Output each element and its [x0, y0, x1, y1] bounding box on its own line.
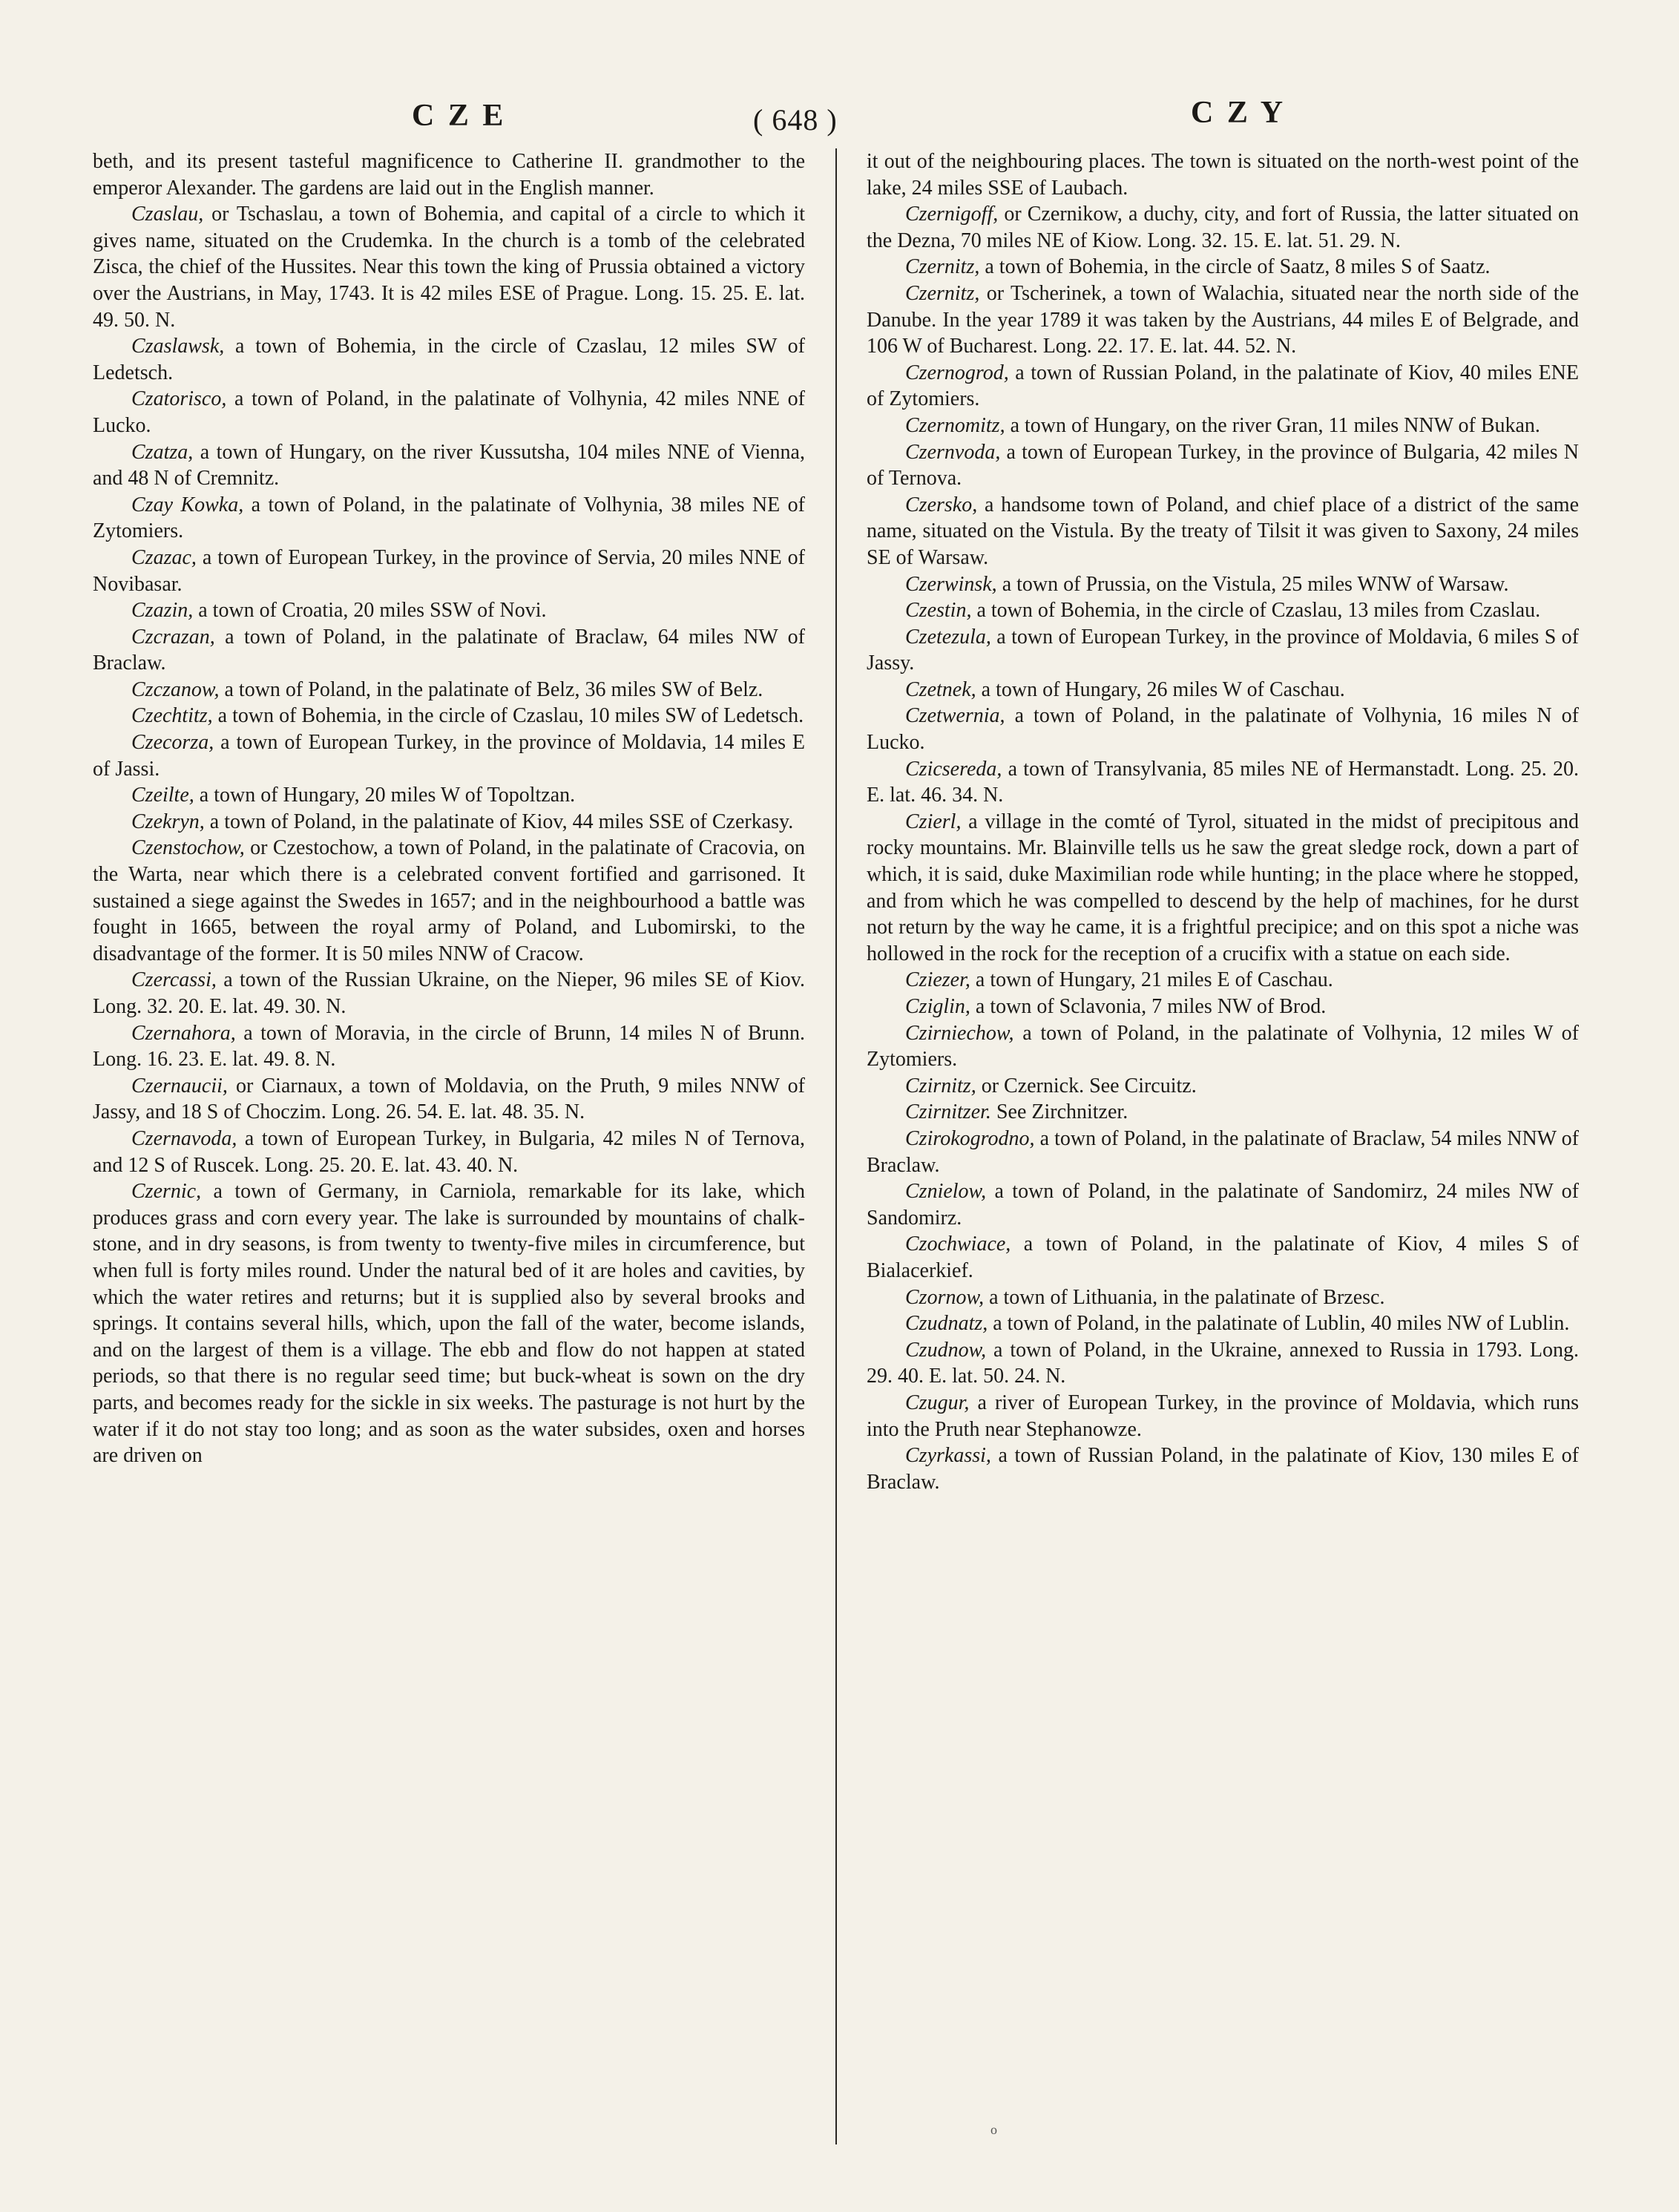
entry-headword: Czetwernia, — [905, 704, 1005, 728]
gazetteer-entry — [93, 703, 805, 729]
gazetteer-entry — [867, 571, 1579, 598]
gazetteer-entry — [867, 1443, 1579, 1495]
gazetteer-entry — [93, 333, 805, 386]
entry-headword: Czersko, — [905, 493, 978, 516]
entry-text: a river of European Turkey, in the province of Moldavia, which runs into the Pruth near Stephanowze. — [867, 1391, 1579, 1441]
gazetteer-entry — [867, 1020, 1579, 1073]
gazetteer-entry — [867, 439, 1579, 492]
gazetteer-entry — [93, 624, 805, 677]
entry-headword: Czornow, — [905, 1285, 985, 1309]
entry-headword: Czay Kowka, — [131, 493, 244, 516]
entry-text: a town of Hungary, on the river Kussutsha, 104 miles NNE of Vienna, and 48 N of Cremnitz. — [93, 440, 805, 490]
gazetteer-entry — [93, 967, 805, 1020]
entry-text: a town of Hungary, 20 miles W of Topoltzan. — [194, 784, 576, 807]
entry-text: a town of Poland, in the palatinate of Lublin, 40 miles NW of Lublin. — [988, 1312, 1570, 1336]
entry-text: a town of Bohemia, in the circle of Saatz, 8 miles S of Saatz. — [979, 255, 1491, 279]
entry-text: a town of Poland, in the palatinate of Kiov, 4 miles S of Bialacerkief. — [867, 1233, 1579, 1282]
entry-text: a town of Poland, in the palatinate of Braclaw, 64 miles NW of Braclaw. — [93, 625, 805, 675]
text-columns — [93, 148, 1579, 2144]
gazetteer-entry — [867, 1310, 1579, 1337]
gazetteer-entry — [867, 677, 1579, 703]
entry-headword: Czudnatz, — [905, 1312, 988, 1336]
entry-text: a village in the comté of Tyrol, situated in the midst of precipitous and rocky mountains. Mr. Blainville tells us he saw the great sledge rock, down a part of which, it is said, duke Maximilian rode while hunting; in the place where he stopped, and from which he was compelled to descend by the help of machines, for he durst not return by the way he came, it is a frightful precipice; and on this spot a niche was hollowed in the rock for the reception of a crucifix with a statue on each side. — [867, 810, 1579, 965]
entry-headword: Cziezer, — [905, 968, 970, 992]
footer-mark: o — [990, 2122, 997, 2137]
entry-headword: Czetezula, — [905, 625, 991, 649]
gazetteer-entry — [867, 492, 1579, 571]
entry-headword: Czazin, — [131, 599, 194, 623]
gazetteer-entry — [867, 1099, 1579, 1126]
entry-text: a town of Croatia, 20 miles SSW of Novi. — [193, 599, 547, 623]
entry-headword: Czechtitz, — [131, 704, 213, 728]
entry-text: a town of Poland, in the palatinate of Volhynia, 38 miles NE of Zytomiers. — [93, 493, 805, 543]
entry-text: a town of Sclavonia, 7 miles NW of Brod. — [970, 995, 1327, 1018]
right-column — [867, 148, 1579, 2144]
column-rule — [835, 148, 837, 2144]
entry-text: a town of Bohemia, in the circle of Czaslau, 13 miles from Czaslau. — [971, 599, 1541, 623]
gazetteer-entry — [93, 201, 805, 333]
entry-headword: Czatorisco, — [131, 387, 227, 411]
entry-headword: Czirniechow, — [905, 1021, 1014, 1045]
gazetteer-entry — [867, 1073, 1579, 1100]
gazetteer-entry — [867, 703, 1579, 755]
entry-text: a town of Hungary, 26 miles W of Caschau. — [976, 677, 1345, 701]
running-head — [93, 83, 1579, 135]
entry-headword: Czernaucii, — [131, 1074, 228, 1097]
gazetteer-entry — [867, 994, 1579, 1020]
gazetteer-entry — [93, 1178, 805, 1469]
entry-headword: Czirnitz, — [905, 1074, 976, 1097]
entry-headword: Czernitz, — [905, 281, 980, 305]
entry-headword: Czernigoff, — [905, 203, 999, 226]
entry-text: a town of European Turkey, in the province of Moldavia, 6 miles S of Jassy. — [867, 625, 1579, 675]
gazetteer-entry — [93, 677, 805, 703]
entry-text: a town of Lithuania, in the palatinate of Brzesc. — [984, 1285, 1385, 1309]
gazetteer-entry — [867, 624, 1579, 677]
entry-headword: Czazac, — [131, 545, 197, 569]
gazetteer-entry — [93, 1126, 805, 1178]
entry-headword: Czecorza, — [131, 731, 214, 755]
gazetteer-entry — [867, 148, 1579, 201]
entry-text: a town of Poland, in the palatinate of Volhynia, 42 miles NNE of Lucko. — [93, 387, 805, 437]
entry-text: a town of Moravia, in the circle of Brunn, 14 miles N of Brunn. Long. 16. 23. E. lat. 49. 8. N. — [93, 1021, 805, 1071]
entry-text: a town of Bohemia, in the circle of Czaslau, 10 miles SW of Ledetsch. — [212, 704, 804, 728]
gazetteer-entry — [867, 1284, 1579, 1311]
entry-headword: Czernitz, — [905, 255, 980, 279]
gazetteer-entry — [867, 756, 1579, 809]
entry-text: a town of Poland, in the palatinate of Sandomirz, 24 miles NW of Sandomirz. — [867, 1180, 1579, 1230]
gazetteer-entry — [93, 1020, 805, 1073]
entry-headword: Czczanow, — [131, 677, 220, 701]
gazetteer-entry — [93, 148, 805, 201]
running-head-right: C Z Y — [1191, 96, 1287, 130]
entry-text: See Zirchnitzer. — [990, 1100, 1128, 1124]
entry-text: a town of Russian Poland, in the palatinate of Kiov, 40 miles ENE of Zytomiers. — [867, 361, 1579, 411]
gazetteer-entry — [93, 835, 805, 967]
entry-text: or Czestochow, a town of Poland, in the palatinate of Cracovia, on the Warta, near which there is a celebrated convent fortified and garrisoned. It sustained a siege against the Swedes in 1657; and in the neighbourhood a battle was fought in 1665, between the royal army of Poland, and Lubomirski, to the disadvantage of the former. It is 50 miles NNW of Cracow. — [93, 836, 805, 965]
entry-text: a town of Hungary, 21 miles E of Caschau. — [970, 968, 1333, 992]
entry-headword: Czenstochow, — [131, 836, 245, 860]
left-column — [93, 148, 805, 2144]
entry-headword: Czeilte, — [131, 784, 194, 807]
entry-text: a town of European Turkey, in the province of Moldavia, 14 miles E of Jassi. — [93, 731, 805, 781]
entry-headword: Czestin, — [905, 599, 972, 623]
gazetteer-entry — [93, 386, 805, 439]
entry-headword: Czaslau, — [131, 203, 204, 226]
entry-headword: Czirokogrodno, — [905, 1126, 1035, 1150]
gazetteer-entry — [93, 1073, 805, 1126]
entry-text: or Tscherinek, a town of Walachia, situated near the north side of the Danube. In the year 1789 it was taken by the Austrians, 44 miles E of Belgrade, and 106 W of Bucharest. Long. 22. 17. E. lat. 44. 52. N. — [867, 281, 1579, 358]
entry-text: or Czernick. See Circuitz. — [976, 1074, 1197, 1097]
entry-headword: Czochwiace, — [905, 1233, 1011, 1256]
entry-headword: Czetnek, — [905, 677, 976, 701]
gazetteer-entry — [93, 545, 805, 597]
entry-headword: Czaslawsk, — [131, 335, 225, 358]
gazetteer-entry — [867, 280, 1579, 360]
entry-headword: Czercassi, — [131, 968, 217, 992]
entry-headword: Czerwinsk, — [905, 572, 997, 596]
entry-headword: Cznielow, — [905, 1180, 987, 1204]
gazetteer-entry — [867, 254, 1579, 280]
entry-text: a town of European Turkey, in the province of Bulgaria, 42 miles N of Ternova. — [867, 440, 1579, 490]
entry-headword: Czernogrod, — [905, 361, 1009, 384]
gazetteer-entry — [867, 1390, 1579, 1443]
entry-text: a town of Prussia, on the Vistula, 25 miles WNW of Warsaw. — [996, 572, 1509, 596]
entry-text: a town of Germany, in Carniola, remarkable for its lake, which produces grass and corn every year. The lake is surrounded by mountains of chalk-stone, and in dry seasons, is from twenty to twenty-five miles in circumference, but when full is forty miles round. Under the natural bed of it are holes and cavities, by which the water retires and returns; but it is supplied also by several brooks and springs. It contains several hills, which, upon the fall of the water, become islands, and on the largest of them is a village. The ebb and flow do not happen at stated periods, so that there is no regular seed time; but buck-wheat is sown on the dry parts, and becomes ready for the sickle in six weeks. The pasturage is not hurt by the water if it do not stay too long; and as soon as the water subsides, oxen and horses are driven on — [93, 1180, 805, 1468]
entry-headword: Czekryn, — [131, 810, 205, 833]
entry-headword: Czcrazan, — [131, 625, 215, 649]
entry-text: or Czernikow, a duchy, city, and fort of Russia, the latter situated on the Dezna, 70 miles NE of Kiow. Long. 32. 15. E. lat. 51. 29. N. — [867, 203, 1579, 252]
entry-text: a handsome town of Poland, and chief place of a district of the same name, situated on the Vistula. By the treaty of Tilsit it was given to Saxony, 24 miles SE of Warsaw. — [867, 493, 1579, 569]
entry-headword: Czernahora, — [131, 1021, 236, 1045]
entry-headword: Czierl, — [905, 810, 962, 833]
entry-text: or Ciarnaux, a town of Moldavia, on the Pruth, 9 miles NNW of Jassy, and 18 S of Choczim. Long. 26. 54. E. lat. 48. 35. N. — [93, 1074, 805, 1124]
entry-text: a town of European Turkey, in Bulgaria, 42 miles N of Ternova, and 12 S of Ruscek. Long. 25. 20. E. lat. 43. 40. N. — [93, 1126, 805, 1177]
entry-text: a town of Poland, in the palatinate of Volhynia, 16 miles N of Lucko. — [867, 704, 1579, 755]
entry-headword: Czernavoda, — [131, 1126, 237, 1150]
entry-text: a town of Poland, in the palatinate of Volhynia, 12 miles W of Zytomiers. — [867, 1021, 1579, 1071]
gazetteer-entry — [93, 492, 805, 545]
page-number: ( 648 ) — [753, 103, 838, 137]
entry-text: a town of Poland, in the palatinate of Belz, 36 miles SW of Belz. — [219, 677, 763, 701]
gazetteer-entry — [93, 439, 805, 492]
entry-headword: Czirnitzer. — [905, 1100, 991, 1124]
gazetteer-entry — [93, 597, 805, 624]
entry-headword: Czugur, — [905, 1391, 970, 1414]
entry-text: a town of Poland, in the Ukraine, annexed to Russia in 1793. Long. 29. 40. E. lat. 50. 24. N. — [867, 1338, 1579, 1388]
entry-headword: Czernic, — [131, 1180, 202, 1204]
gazetteer-entry — [93, 782, 805, 809]
entry-headword: Czudnow, — [905, 1338, 987, 1362]
entry-headword: Czernomitz, — [905, 413, 1005, 437]
gazetteer-entry — [93, 729, 805, 782]
entry-text: a town of Poland, in the palatinate of Braclaw, 54 miles NNW of Braclaw. — [867, 1126, 1579, 1177]
gazetteer-entry — [867, 1178, 1579, 1231]
entry-text: a town of European Turkey, in the province of Servia, 20 miles NNE of Novibasar. — [93, 545, 805, 596]
entry-text: a town of Bohemia, in the circle of Czaslau, 12 miles SW of Ledetsch. — [93, 335, 805, 384]
entry-headword: Cziglin, — [905, 995, 970, 1018]
entry-text: it out of the neighbouring places. The town is situated on the north-west point of the lake, 24 miles SSE of Laubach. — [867, 150, 1579, 200]
gazetteer-entry — [867, 1126, 1579, 1178]
gazetteer-entry — [867, 1231, 1579, 1284]
entry-text: a town of Poland, in the palatinate of Kiov, 44 miles SSE of Czerkasy. — [204, 810, 794, 833]
entry-text: a town of the Russian Ukraine, on the Nieper, 96 miles SE of Kiov. Long. 32. 20. E. lat. 49. 30. N. — [93, 968, 805, 1018]
gazetteer-entry — [867, 413, 1579, 439]
entry-headword: Czatza, — [131, 440, 194, 464]
entry-text: or Tschaslau, a town of Bohemia, and capital of a circle to which it gives name, situated on the Crudemka. In the church is a tomb of the celebrated Zisca, the chief of the Hussites. Near this town the king of Prussia obtained a victory over the Austrians, in May, 1743. It is 42 miles ESE of Prague. Long. 15. 25. E. lat. 49. 50. N. — [93, 203, 805, 332]
entry-headword: Czyrkassi, — [905, 1444, 991, 1468]
gazetteer-entry — [867, 360, 1579, 413]
gazetteer-entry — [867, 1337, 1579, 1390]
gazetteer-entry — [867, 597, 1579, 624]
gazetteer-entry — [867, 201, 1579, 254]
entry-text: a town of Russian Poland, in the palatinate of Kiov, 130 miles E of Braclaw. — [867, 1444, 1579, 1494]
gazetteer-entry — [867, 809, 1579, 968]
entry-text: beth, and its present tasteful magnificence to Catherine II. grandmother to the emperor Alexander. The gardens are laid out in the English manner. — [93, 150, 805, 200]
entry-headword: Czicsereda, — [905, 757, 1002, 781]
entry-text: a town of Hungary, on the river Gran, 11 miles NNW of Bukan. — [1005, 413, 1540, 437]
running-head-left: C Z E — [412, 99, 507, 133]
entry-text: a town of Transylvania, 85 miles NE of Hermanstadt. Long. 25. 20. E. lat. 46. 34. N. — [867, 757, 1579, 807]
gazetteer-entry — [867, 967, 1579, 994]
gazetteer-entry — [93, 809, 805, 836]
entry-headword: Czernvoda, — [905, 440, 1001, 464]
